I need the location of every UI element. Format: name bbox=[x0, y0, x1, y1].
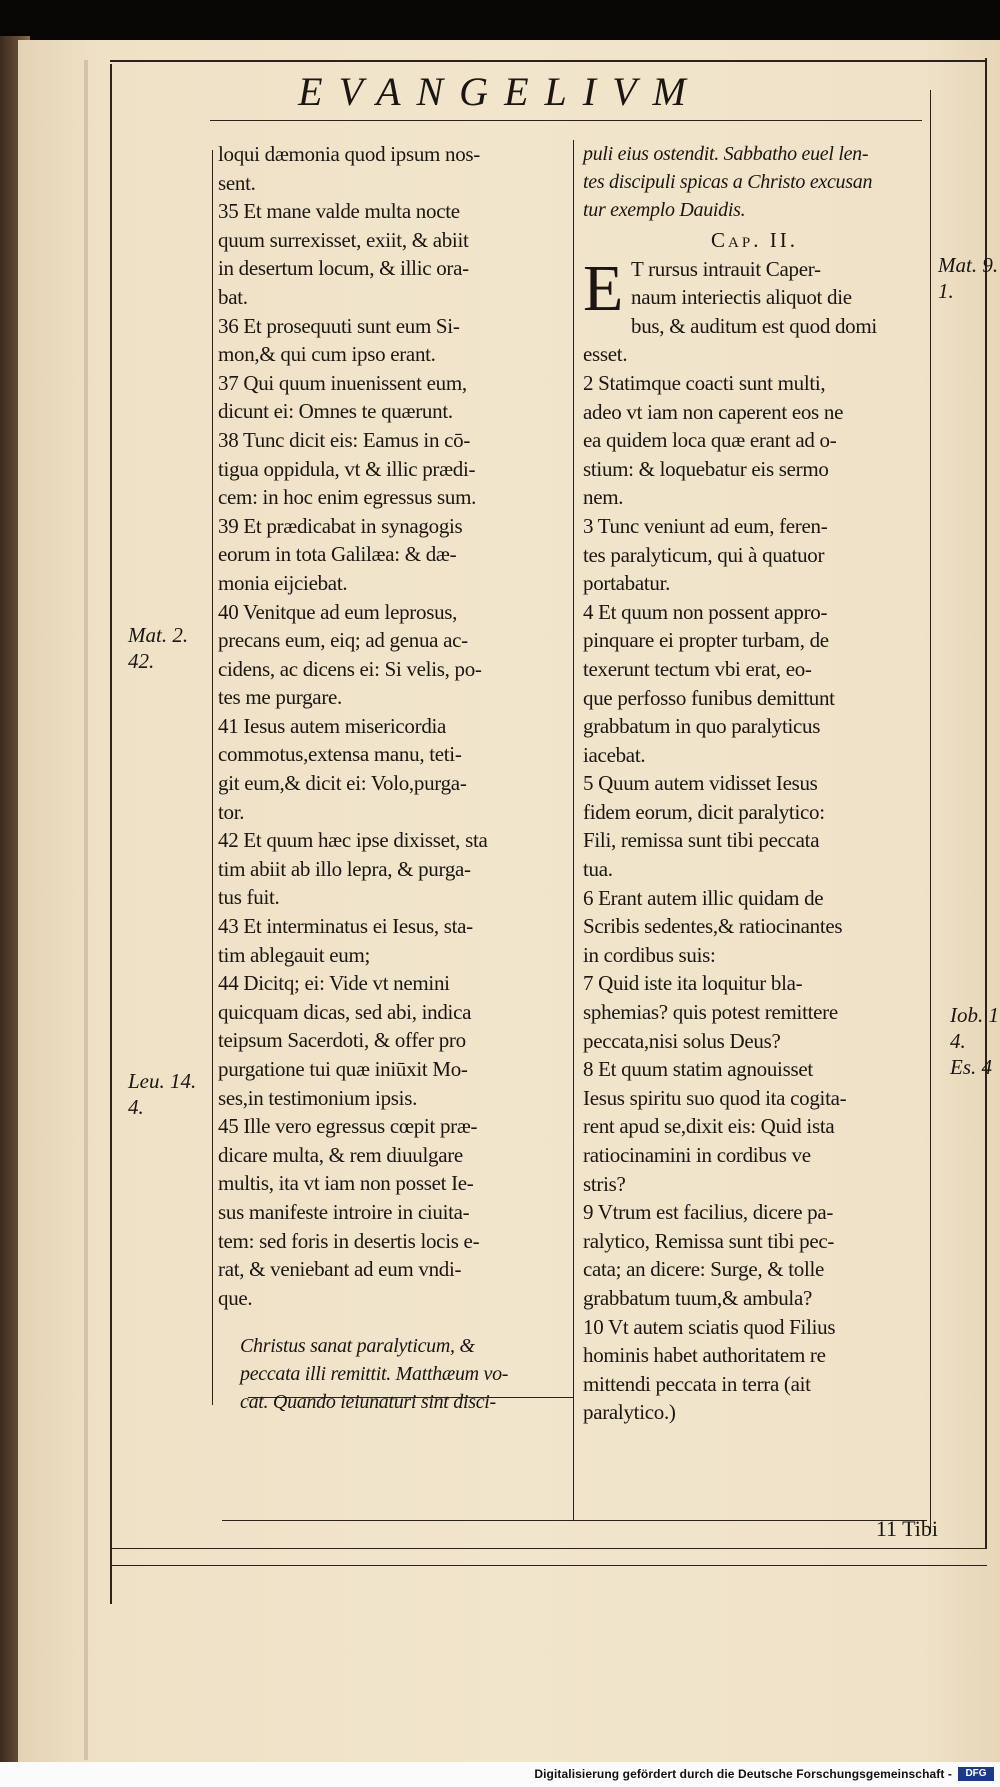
text-line: sent. bbox=[218, 170, 256, 195]
text-line: in desertum locum, & illic ora- bbox=[218, 256, 469, 281]
margin-ref: Mat. 9. bbox=[938, 253, 999, 277]
text-line: teipsum Sacerdoti, & offer pro bbox=[218, 1028, 466, 1053]
text-line: tes me purgare. bbox=[218, 685, 342, 710]
text-line: stris? bbox=[583, 1171, 626, 1196]
text-line: tua. bbox=[583, 857, 613, 882]
text-line: 39 Et prædicabat in synagogis bbox=[218, 513, 463, 538]
text-line: ratiocinamini in cordibus ve bbox=[583, 1143, 811, 1167]
text-line: Iesus spiritu suo quod ita cogita- bbox=[583, 1085, 847, 1110]
text-line: bus, & auditum est quod domi bbox=[631, 313, 877, 338]
text-line: 10 Vt autem sciatis quod Filius bbox=[583, 1314, 836, 1339]
text-line: 5 Quum autem vidisset Iesus bbox=[583, 771, 818, 796]
text-line: 41 Iesus autem misericordia bbox=[218, 713, 447, 738]
text-line: paralytico.) bbox=[583, 1400, 676, 1425]
text-line: 35 Et mane valde multa nocte bbox=[218, 199, 460, 224]
text-line: sphemias? quis potest remittere bbox=[583, 1000, 838, 1025]
text-line: 44 Dicitq; ei: Vide vt nemini bbox=[218, 971, 450, 996]
column-left-rule bbox=[212, 150, 213, 1405]
summary-line: peccata illi remittit. Matthæum vo- bbox=[240, 1363, 509, 1386]
text-line: quicquam dicas, sed abi, indica bbox=[218, 999, 472, 1024]
title-rule bbox=[210, 120, 922, 121]
text-line: que perfosso funibus demittunt bbox=[583, 685, 835, 710]
text-line: tigua oppidula, vt & illic prædi- bbox=[218, 456, 476, 481]
column-right bbox=[583, 140, 926, 1427]
text-line: 9 Vtrum est facilius, dicere pa- bbox=[583, 1200, 834, 1225]
text-line: que. bbox=[218, 1285, 253, 1310]
text-line: grabbatum in quo paralyticus bbox=[583, 714, 821, 739]
catchword: 11 Tibi bbox=[875, 1516, 938, 1541]
text-line: 7 Quid iste ita loquitur bla- bbox=[583, 971, 803, 996]
text-line: hominis habet authoritatem re bbox=[583, 1343, 826, 1368]
chapter2-verses bbox=[583, 340, 926, 1427]
text-line: 42 Et quum hæc ipse dixisset, sta bbox=[218, 828, 488, 853]
text-line: 3 Tunc veniunt ad eum, feren- bbox=[583, 513, 828, 538]
text-line: ea quidem loca quæ erant ad o- bbox=[583, 428, 837, 453]
text-line: grabbatum tuum,& ambula? bbox=[583, 1285, 812, 1310]
text-line: 43 Et interminatus ei Iesus, sta- bbox=[218, 914, 473, 939]
text-line: 2 Statimque coacti sunt multi, bbox=[583, 370, 826, 395]
text-line: cem: in hoc enim egressus sum. bbox=[218, 485, 477, 510]
bottom-rule-2 bbox=[110, 1548, 987, 1549]
text-line: ralytico, Remissa sunt tibi pec- bbox=[583, 1228, 835, 1253]
summary-line: tes discipuli spicas a Christo excusan bbox=[583, 171, 873, 193]
text-line: 37 Qui quum inuenissent eum, bbox=[218, 370, 467, 395]
margin-note-left-1 bbox=[128, 622, 188, 674]
digitization-footer bbox=[0, 1762, 1000, 1787]
text-line: texerunt tectum vbi erat, eo- bbox=[583, 656, 812, 681]
margin-ref: 4. bbox=[128, 1095, 144, 1119]
text-line: eorum in tota Galilæa: & dæ- bbox=[218, 542, 457, 567]
text-line: rent apud se,dixit eis: Quid ista bbox=[583, 1114, 835, 1139]
margin-ref: Leu. 14. bbox=[128, 1069, 197, 1093]
text-line: 8 Et quum statim agnouisset bbox=[583, 1057, 813, 1082]
dfg-logo: DFG bbox=[958, 1767, 994, 1781]
text-line: mittendi peccata in terra (ait bbox=[583, 1371, 811, 1396]
text-line: purgatione tui quæ iniūxit Mo- bbox=[218, 1057, 468, 1081]
text-line: 40 Venitque ad eum leprosus, bbox=[218, 599, 458, 624]
text-line: Scribis sedentes,& ratiocinantes bbox=[583, 914, 843, 939]
text-line: cata; an dicere: Surge, & tolle bbox=[583, 1257, 825, 1282]
text-line: mon,& qui cum ipso erant. bbox=[218, 342, 436, 367]
chapter-heading: Cap. II. bbox=[711, 228, 798, 252]
text-line: dicunt ei: Omnes te quærunt. bbox=[218, 399, 453, 424]
bottom-rule-3 bbox=[110, 1565, 987, 1566]
column-right-rule bbox=[930, 90, 931, 1530]
chapter2-summary bbox=[218, 1332, 566, 1416]
margin-note-right-2 bbox=[950, 1002, 999, 1080]
text-line: nem. bbox=[583, 485, 624, 510]
text-line: ses,in testimonium ipsis. bbox=[218, 1085, 418, 1110]
text-line: tor. bbox=[218, 799, 245, 824]
text-line: 36 Et prosequuti sunt eum Si- bbox=[218, 313, 460, 338]
column-divider-rule bbox=[573, 140, 574, 1520]
text-line: precans eum, eiq; ad genua ac- bbox=[218, 628, 468, 653]
margin-ref: 4. bbox=[950, 1029, 966, 1053]
text-line: peccata,nisi solus Deus? bbox=[583, 1028, 781, 1053]
text-line: quum surrexisset, exiit, & abiit bbox=[218, 227, 469, 252]
page-shadow bbox=[84, 60, 88, 1760]
margin-ref: Mat. 2. bbox=[128, 623, 189, 647]
summary-line: cat. Quando ieiunaturi sint disci- bbox=[240, 1391, 496, 1414]
text-line: iacebat. bbox=[583, 742, 646, 767]
summary-line: puli eius ostendit. Sabbatho euel len- bbox=[583, 143, 869, 165]
text-line: pinquare ei propter turbam, de bbox=[583, 628, 829, 653]
margin-ref: 1. bbox=[938, 279, 954, 303]
text-line: commotus,extensa manu, teti- bbox=[218, 742, 462, 767]
margin-note-left-2 bbox=[128, 1068, 196, 1120]
text-line: loqui dæmonia quod ipsum nos- bbox=[218, 142, 480, 166]
summary-line: tur exemplo Dauidis. bbox=[583, 199, 746, 221]
text-line: cidens, ac dicens ei: Si velis, po- bbox=[218, 656, 482, 681]
text-line: monia eijciebat. bbox=[218, 570, 348, 595]
text-line: dicare multa, & rem diuulgare bbox=[218, 1142, 463, 1167]
text-line: portabatur. bbox=[583, 571, 671, 596]
margin-ref: Es. 4 bbox=[950, 1055, 992, 1079]
text-line: esset. bbox=[583, 342, 628, 367]
margin-note-right-1 bbox=[938, 252, 998, 304]
text-line: 38 Tunc dicit eis: Eamus in cō- bbox=[218, 427, 471, 452]
text-line: T rursus intrauit Caper- bbox=[631, 256, 821, 281]
text-line: tes paralyticum, qui à quatuor bbox=[583, 542, 825, 567]
scan-top-border bbox=[0, 0, 1000, 44]
text-line: stium: & loquebatur eis sermo bbox=[583, 456, 829, 481]
bottom-rule-1 bbox=[222, 1520, 927, 1521]
funding-notice: Digitalisierung gefördert durch die Deutsche Forschungsgemeinschaft - bbox=[534, 1767, 952, 1781]
margin-ref: Iob. 1 bbox=[950, 1003, 999, 1027]
text-line: tim ablegauit eum; bbox=[218, 942, 371, 967]
column-left bbox=[218, 140, 566, 1416]
text-line: in cordibus suis: bbox=[583, 942, 716, 967]
page-frame-left-rule bbox=[110, 64, 112, 1604]
top-rule bbox=[110, 60, 987, 62]
text-line: naum interiectis aliquot die bbox=[631, 285, 852, 310]
drop-cap-initial: E bbox=[583, 251, 624, 325]
summary-line: Christus sanat paralyticum, & bbox=[240, 1335, 475, 1358]
text-line: git eum,& dicit ei: Volo,purga- bbox=[218, 771, 467, 796]
running-title: EVANGELIVM bbox=[298, 69, 702, 114]
text-line: 6 Erant autem illic quidam de bbox=[583, 885, 824, 910]
text-line: sus manifeste introire in ciuita- bbox=[218, 1199, 470, 1224]
text-line: 4 Et quum non possent appro- bbox=[583, 599, 828, 624]
text-line: multis, ita vt iam non posset Ie- bbox=[218, 1171, 474, 1196]
chapter2-opening bbox=[583, 251, 926, 341]
text-line: tem: sed foris in desertis locis e- bbox=[218, 1228, 480, 1253]
margin-ref: 42. bbox=[128, 649, 155, 673]
text-line: adeo vt iam non caperent eos ne bbox=[583, 399, 844, 424]
text-line: tus fuit. bbox=[218, 885, 280, 910]
text-line: 45 Ille vero egressus cœpit præ- bbox=[218, 1114, 478, 1139]
text-line: fidem eorum, dicit paralytico: bbox=[583, 799, 825, 824]
text-line: Fili, remissa sunt tibi peccata bbox=[583, 828, 820, 853]
chapter2-summary-cont bbox=[583, 140, 926, 224]
chapter1-verses bbox=[218, 140, 566, 1312]
text-line: tim abiit ab illo lepra, & purga- bbox=[218, 856, 471, 881]
text-line: rat, & veniebant ad eum vndi- bbox=[218, 1257, 462, 1282]
text-line: bat. bbox=[218, 284, 248, 309]
